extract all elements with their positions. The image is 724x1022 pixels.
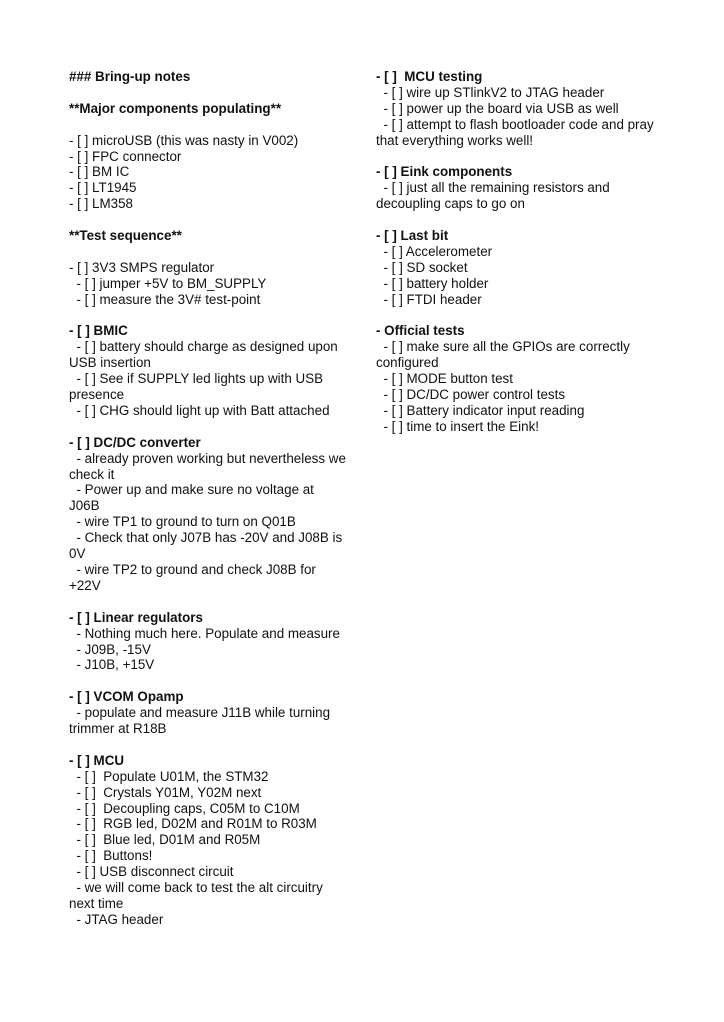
note-line: - [ ] MODE button test — [376, 371, 513, 387]
section-heading: **Major components populating** — [69, 100, 282, 116]
blank-line — [376, 149, 666, 165]
note-line: - [ ] jumper +5V to BM_SUPPLY — [69, 275, 267, 291]
section-heading: **Test sequence** — [69, 228, 182, 244]
blank-line — [376, 308, 666, 324]
section-heading: - [ ] MCU — [69, 752, 125, 768]
note-line: - [ ] DC/DC power control tests — [376, 387, 566, 403]
note-line: - [ ] RGB led, D02M and R01M to R03M — [69, 816, 317, 832]
note-line: - Power up and make sure no voltage at — [69, 482, 314, 498]
note-line: - [ ] USB disconnect circuit — [69, 864, 234, 880]
note-line: - J09B, -15V — [69, 641, 151, 657]
blank-line — [69, 244, 359, 260]
blank-line — [69, 117, 359, 133]
section-heading: - [ ] Last bit — [376, 228, 449, 244]
note-line: - [ ] Populate U01M, the STM32 — [69, 768, 269, 784]
note-line: - [ ] SD socket — [376, 259, 468, 275]
blank-line — [69, 212, 359, 228]
note-line: - [ ] CHG should light up with Batt attached — [69, 402, 330, 418]
note-line: - [ ] Crystals Y01M, Y02M next — [69, 784, 262, 800]
note-line: - [ ] 3V3 SMPS regulator — [69, 259, 215, 275]
note-line: - [ ] time to insert the Eink! — [376, 418, 539, 434]
note-line: - [ ] Blue led, D01M and R05M — [69, 832, 261, 848]
notes-right-column — [376, 69, 666, 435]
note-line: USB insertion — [69, 355, 151, 371]
note-line: check it — [69, 466, 115, 482]
note-line: - [ ] power up the board via USB as well — [376, 100, 619, 116]
section-heading: - [ ] DC/DC converter — [69, 434, 201, 450]
blank-line — [69, 308, 359, 324]
note-line: - we will come back to test the alt circuitry — [69, 880, 323, 896]
blank-line — [69, 737, 359, 753]
section-heading: - [ ] VCOM Opamp — [69, 689, 184, 705]
notes-left-column — [69, 69, 359, 928]
blank-line — [376, 212, 666, 228]
note-line: configured — [376, 355, 439, 371]
section-heading: - [ ] MCU testing — [376, 69, 483, 84]
note-line: - Check that only J07B has -20V and J08B is — [69, 530, 343, 546]
note-line: - [ ] Buttons! — [69, 848, 153, 864]
note-line: - [ ] wire up STlinkV2 to JTAG header — [376, 84, 605, 100]
note-line: - [ ] LT1945 — [69, 180, 137, 196]
blank-line — [69, 85, 359, 101]
note-line: - wire TP1 to ground to turn on Q01B — [69, 514, 296, 530]
note-line: - JTAG header — [69, 911, 164, 927]
note-line: - [ ] attempt to flash bootloader code and pray — [376, 116, 654, 132]
note-line: - [ ] BM IC — [69, 164, 130, 180]
blank-line — [69, 673, 359, 689]
note-line: - [ ] Accelerometer — [376, 243, 493, 259]
note-line: - [ ] FPC connector — [69, 148, 182, 164]
note-line: - [ ] battery should charge as designed upon — [69, 339, 338, 355]
section-heading: - [ ] Eink components — [376, 164, 513, 180]
note-line: - [ ] See if SUPPLY led lights up with USB — [69, 371, 324, 387]
note-line: - wire TP2 to ground and check J08B for — [69, 562, 316, 577]
note-line: J06B — [69, 498, 100, 514]
note-line: - [ ] just all the remaining resistors and — [376, 180, 610, 196]
section-heading: - Official tests — [376, 323, 465, 339]
note-line: decoupling caps to go on — [376, 196, 525, 212]
note-line: - Nothing much here. Populate and measure — [69, 625, 340, 641]
note-line: 0V — [69, 546, 86, 562]
section-heading: - [ ] Linear regulators — [69, 609, 203, 625]
note-line: - [ ] FTDI header — [376, 291, 482, 307]
note-line: - [ ] Battery indicator input reading — [376, 402, 585, 418]
blank-line — [69, 419, 359, 435]
note-line: that everything works well! — [376, 132, 534, 148]
note-line: - J10B, +15V — [69, 657, 155, 673]
note-line: - [ ] measure the 3V# test-point — [69, 291, 261, 307]
note-line: - [ ] Decoupling caps, C05M to C10M — [69, 800, 300, 816]
note-line: +22V — [69, 577, 101, 593]
note-line: - [ ] make sure all the GPIOs are correctly — [376, 339, 630, 355]
note-line: presence — [69, 387, 125, 403]
note-line: next time — [69, 895, 124, 911]
section-heading: - [ ] BMIC — [69, 323, 128, 339]
note-line: - [ ] microUSB (this was nasty in V002) — [69, 132, 299, 148]
note-line: - populate and measure J11B while turning — [69, 705, 331, 721]
note-line: - already proven working but nevertheless we — [69, 450, 346, 466]
section-heading: ### Bring-up notes — [69, 69, 191, 84]
note-line: - [ ] LM358 — [69, 196, 134, 212]
note-line: trimmer at R18B — [69, 721, 167, 737]
note-line: - [ ] battery holder — [376, 275, 489, 291]
blank-line — [69, 594, 359, 610]
